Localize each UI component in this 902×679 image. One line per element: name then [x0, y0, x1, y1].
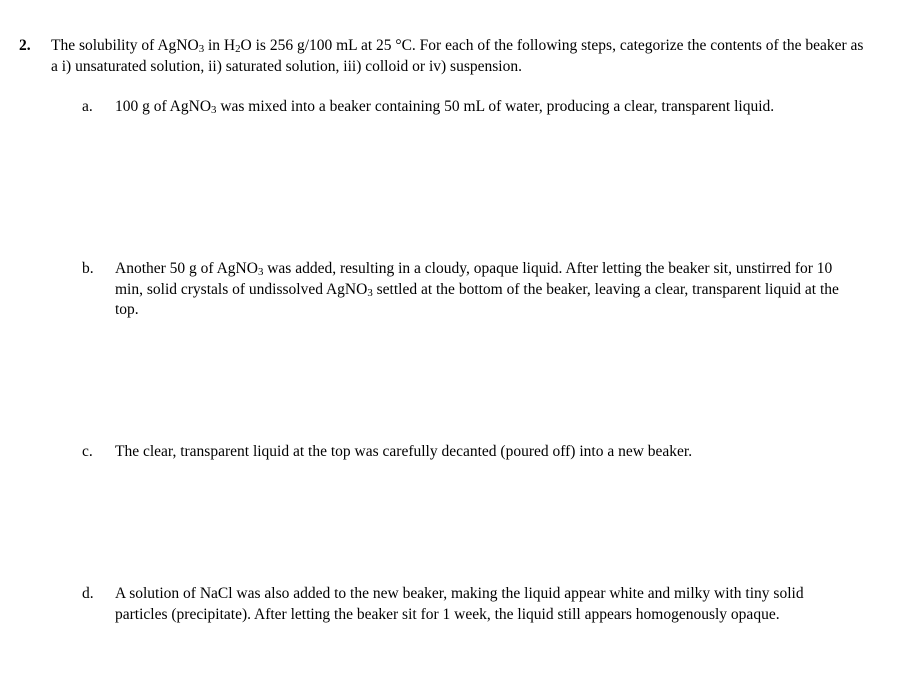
- part-a-label: a.: [82, 98, 93, 115]
- stem-subscript-1: 3: [198, 43, 205, 56]
- part-c-label: c.: [82, 443, 93, 460]
- part-d-text-1: A solution of NaCl was also added to the new beaker, making the liquid appear white and milky with tiny solid particles (precipitate). After letting the beaker sit for 1 week, the liquid still appears homogenously opaque.: [115, 585, 804, 623]
- part-c-text-1: The clear, transparent liquid at the top was carefully decanted (poured off) into a new beaker.: [115, 443, 693, 460]
- part-a-text-1: 100 g of AgNO: [115, 98, 212, 115]
- question-number: 2.: [19, 37, 31, 54]
- part-b-subscript-2: 3: [367, 286, 373, 299]
- part-b-text-3: settled at the bottom of the beaker, leaving a clear, transparent liquid at the top.: [115, 280, 839, 318]
- part-c-text: [115, 442, 855, 463]
- part-b-text: [115, 259, 855, 321]
- part-a-text-2: was mixed into a beaker containing 50 mL of water, producing a clear, transparent liquid.: [216, 98, 775, 115]
- stem-subscript-2: 2: [235, 43, 241, 56]
- part-a-text: [115, 97, 855, 118]
- stem-text-3: O is 256 g/100 mL at 25 °C. For each of the following steps, categorize the contents of the beaker as a i) unsaturated solution, ii) saturated solution, iii) colloid or iv) suspension.: [51, 37, 864, 75]
- part-b-subscript-1: 3: [257, 266, 264, 279]
- part-b-label: b.: [82, 260, 94, 277]
- part-a-subscript-1: 3: [211, 104, 217, 117]
- part-d-text: [115, 584, 855, 625]
- part-b-text-1: Another 50 g of AgNO: [115, 260, 258, 277]
- question-stem: [51, 36, 871, 77]
- stem-text-2: in H: [204, 37, 236, 54]
- part-d-label: d.: [82, 585, 94, 602]
- part-b-text-2: was added, resulting in a cloudy, opaque liquid. After letting the beaker sit, unstirred for 10 min, solid crystals of undissolved AgNO: [115, 260, 833, 298]
- stem-text-1: The solubility of AgNO: [51, 37, 199, 54]
